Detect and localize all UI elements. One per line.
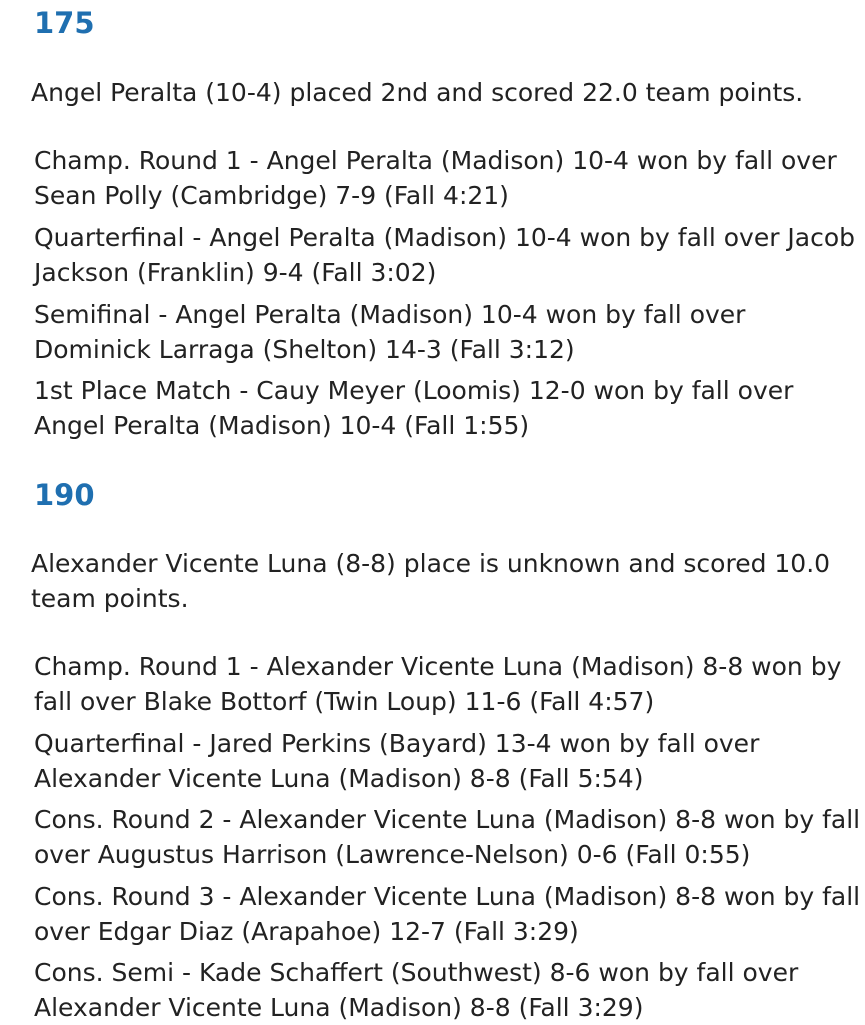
match-result: Champ. Round 1 - Angel Peralta (Madison) 10-4 won by fall over Sean Polly (Cambridge) 7-9 (Fall 4:21): [34, 146, 837, 210]
match-result: Quarterfinal - Angel Peralta (Madison) 10-4 won by fall over Jacob Jackson (Franklin) 9-4 (Fall 3:02): [34, 223, 856, 287]
match-result: Champ. Round 1 - Alexander Vicente Luna (Madison) 8-8 won by fall over Blake Bottorf (Twin Loup) 11-6 (Fall 4:57): [34, 652, 842, 716]
match-result: Quarterfinal - Jared Perkins (Bayard) 13-4 won by fall over Alexander Vicente Luna (Madison) 8-8 (Fall 5:54): [34, 729, 760, 793]
weight-class-heading: 190: [34, 478, 95, 512]
match-result: 1st Place Match - Cauy Meyer (Loomis) 12-0 won by fall over Angel Peralta (Madison) 10-4 (Fall 1:55): [34, 376, 794, 440]
match-result: Cons. Round 3 - Alexander Vicente Luna (Madison) 8-8 won by fall over Edgar Diaz (Arapahoe) 12-7 (Fall 3:29): [34, 882, 861, 946]
weight-class-heading: 175: [34, 6, 95, 40]
match-result: Semifinal - Angel Peralta (Madison) 10-4 won by fall over Dominick Larraga (Shelton) 14-3 (Fall 3:12): [34, 300, 746, 364]
match-result: Cons. Round 2 - Alexander Vicente Luna (Madison) 8-8 won by fall over Augustus Harrison (Lawrence-Nelson) 0-6 (Fall 0:55): [34, 805, 861, 869]
wrestler-summary: Angel Peralta (10-4) placed 2nd and scored 22.0 team points.: [31, 78, 804, 107]
match-result: Cons. Semi - Kade Schaffert (Southwest) 8-6 won by fall over Alexander Vicente Luna (Madison) 8-8 (Fall 3:29): [34, 958, 799, 1022]
wrestler-summary: Alexander Vicente Luna (8-8) place is unknown and scored 10.0 team points.: [31, 549, 831, 613]
